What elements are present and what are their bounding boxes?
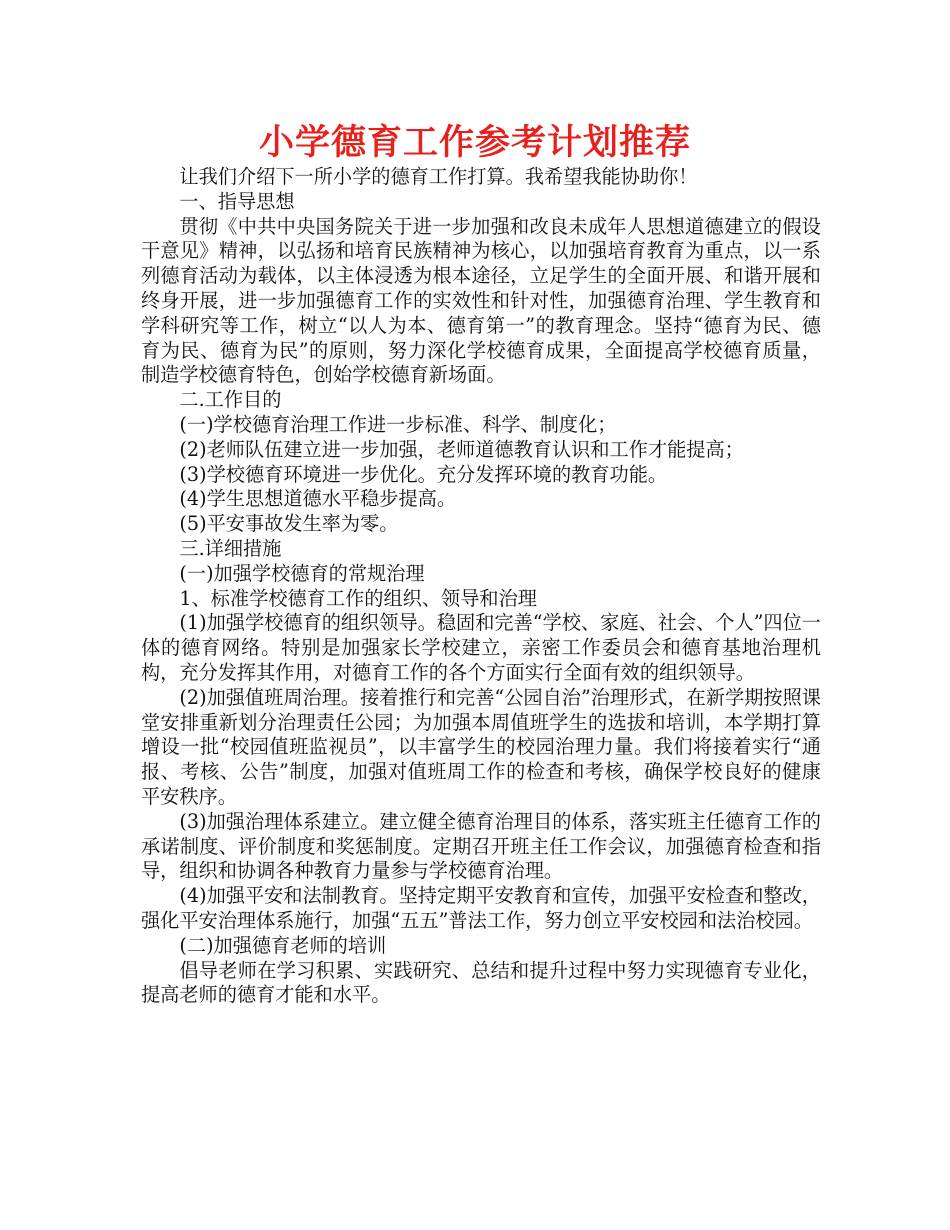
section-heading-work-goals: 二.工作目的 <box>179 388 282 412</box>
goal-item: (5)平安事故发生率为零。 <box>179 512 399 536</box>
subsection-heading: 1、标准学校德育工作的组织、领导和治理 <box>179 586 537 610</box>
subsection-heading: (二)加强德育老师的培训 <box>179 933 387 957</box>
measure-paragraph: (2)加强值班周治理。接着推行和完善“公园自治”治理形式，在新学期按照课堂安排重新划分治理责任公园；为加强本周值班学生的选拔和培训，本学期打算增设一批“校园值班监视员”，以丰富学生的校园治理力量。我们将接着实行“通报、考核、公告”制度，加强对值班周工作的检查和考核，确保学校良好的健康平安秩序。 <box>141 685 821 808</box>
document-body <box>141 165 821 1008</box>
measure-paragraph: (4)加强平安和法制教育。坚持定期平安教育和宣传，加强平安检查和整改，强化平安治理体系施行，加强“五五”普法工作，努力创立平安校园和法治校园。 <box>141 884 821 932</box>
goal-item: (4)学生思想道德水平稳步提高。 <box>179 487 457 511</box>
goal-item: (一)学校德育治理工作进一步标准、科学、制度化； <box>179 412 617 436</box>
document-title: 小学德育工作参考计划推荐 <box>258 123 691 163</box>
section-heading-guiding-ideology: 一、指导思想 <box>179 189 295 213</box>
goal-item: (2)老师队伍建立进一步加强，老师道德教育认识和工作才能提高； <box>179 437 744 461</box>
section-heading-measures: 三.详细措施 <box>179 536 282 560</box>
guiding-ideology-paragraph: 贯彻《中共中央国务院关于进一步加强和改良未成年人思想道德建立的假设干意见》精神，以弘扬和培育民族精神为核心，以加强培育教育为重点，以一系列德育活动为载体，以主体浸透为根本途径，立足学生的全面开展、和谐开展和终身开展，进一步加强德育工作的实效性和针对性，加强德育治理、学生教育和学科研究等工作，树立“以人为本、德育第一”的教育理念。坚持“德育为民、德育为民、德育为民”的原则，努力深化学校德育成果，全面提高学校德育质量，制造学校德育特色，创始学校德育新场面。 <box>141 214 821 387</box>
measure-paragraph: (3)加强治理体系建立。建立健全德育治理目的体系，落实班主任德育工作的承诺制度、评价制度和奖惩制度。定期召开班主任工作会议，加强德育检查和指导，组织和协调各种教育力量参与学校德育治理。 <box>141 809 821 883</box>
goal-item: (3)学校德育环境进一步优化。充分发挥环境的教育功能。 <box>179 462 668 486</box>
measure-paragraph: (1)加强学校德育的组织领导。稳固和完善“学校、家庭、社会、个人”四位一体的德育网络。特别是加强家长学校建立，亲密工作委员会和德育基地治理机构，充分发挥其作用，对德育工作的各个方面实行全面有效的组织领导。 <box>141 611 821 684</box>
subsection-heading: (一)加强学校德育的常规治理 <box>179 561 425 585</box>
intro-paragraph: 让我们介绍下一所小学的德育工作打算。我希望我能协助你！ <box>179 165 698 188</box>
training-paragraph: 倡导老师在学习积累、实践研究、总结和提升过程中努力实现德育专业化，提高老师的德育才能和水平。 <box>141 958 821 1007</box>
